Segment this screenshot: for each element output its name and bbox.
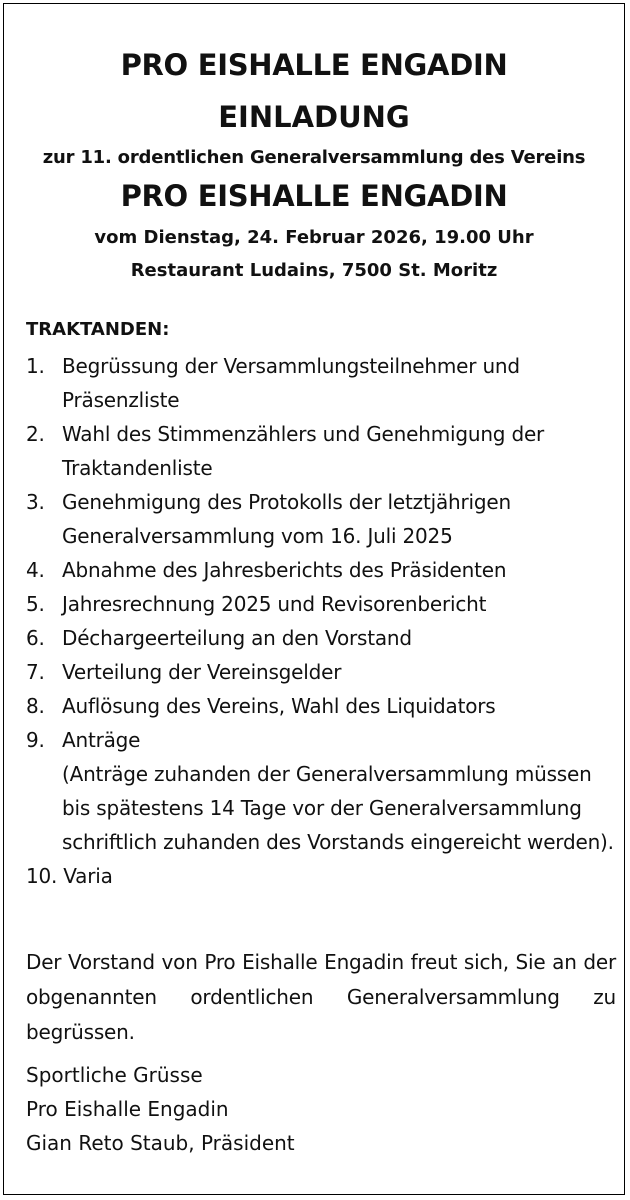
- agenda-text: Déchargeerteilung an den Vorstand: [62, 626, 412, 650]
- agenda-number: 3.: [26, 490, 45, 514]
- agenda-number: 7.: [26, 660, 45, 684]
- meeting-venue: Restaurant Ludains, 7500 St. Moritz: [130, 260, 498, 281]
- meeting-date: vom Dienstag, 24. Februar 2026, 19.00 Uhr: [94, 227, 534, 248]
- assembly-subtitle: zur 11. ordentlichen Generalversammlung des Vereins: [42, 147, 586, 168]
- closing-paragraph: Der Vorstand von Pro Eishalle Engadin freut sich, Sie an der obgenannten ordentlichen Generalversammlung zu begrüssen.: [26, 950, 616, 1044]
- agenda-text: Auflösung des Vereins, Wahl des Liquidators: [62, 694, 496, 718]
- agenda-item-3: [26, 485, 616, 553]
- agenda-number: 9.: [26, 728, 45, 752]
- agenda-item-10: [26, 859, 616, 893]
- agenda-item-4: [26, 553, 616, 587]
- agenda-number: 8.: [26, 694, 45, 718]
- agenda-item-8: [26, 689, 616, 723]
- agenda-list: [26, 349, 616, 893]
- agenda-item-5: [26, 587, 616, 621]
- agenda-item-9: [26, 723, 616, 859]
- agenda-text: Anträge: [62, 728, 141, 752]
- agenda-number: 5.: [26, 592, 45, 616]
- agenda-number: 4.: [26, 558, 45, 582]
- agenda-item-7: [26, 655, 616, 689]
- agenda-text: Wahl des Stimmenzählers und Genehmigung der Traktandenliste: [62, 422, 545, 480]
- agenda-text: Varia: [63, 864, 113, 888]
- agenda-number: 1.: [26, 354, 45, 378]
- agenda-item-6: [26, 621, 616, 655]
- agenda-text: Verteilung der Vereinsgelder: [62, 660, 342, 684]
- agenda-item-2: [26, 417, 616, 485]
- signatory-line: Gian Reto Staub, Präsident: [26, 1131, 295, 1155]
- agenda-note: (Anträge zuhanden der Generalversammlung müssen bis spätestens 14 Tage vor der Generalversammlung schriftlich zuhanden des Vorstands eingereicht werden).: [62, 762, 614, 854]
- signoff-organization: Pro Eishalle Engadin: [26, 1097, 229, 1121]
- closing-greeting: Sportliche Grüsse: [26, 1063, 203, 1087]
- agenda-text: Genehmigung des Protokolls der letztjährigen Generalversammlung vom 16. Juli 2025: [62, 490, 511, 548]
- organization-title: PRO EISHALLE ENGADIN: [120, 48, 508, 82]
- invitation-heading: EINLADUNG: [218, 100, 410, 134]
- agenda-text: Abnahme des Jahresberichts des Präsidenten: [62, 558, 507, 582]
- agenda-number: 2.: [26, 422, 45, 446]
- agenda-number: 10.: [26, 864, 58, 888]
- agenda-number: 6.: [26, 626, 45, 650]
- ad-frame: [3, 3, 625, 1195]
- signoff-block: [26, 1058, 295, 1160]
- agenda-heading: TRAKTANDEN:: [26, 319, 170, 340]
- agenda-item-1: [26, 349, 616, 417]
- organization-name: PRO EISHALLE ENGADIN: [120, 179, 508, 213]
- agenda-text: Begrüssung der Versammlungsteilnehmer und Präsenzliste: [62, 354, 520, 412]
- agenda-text: Jahresrechnung 2025 und Revisorenbericht: [62, 592, 487, 616]
